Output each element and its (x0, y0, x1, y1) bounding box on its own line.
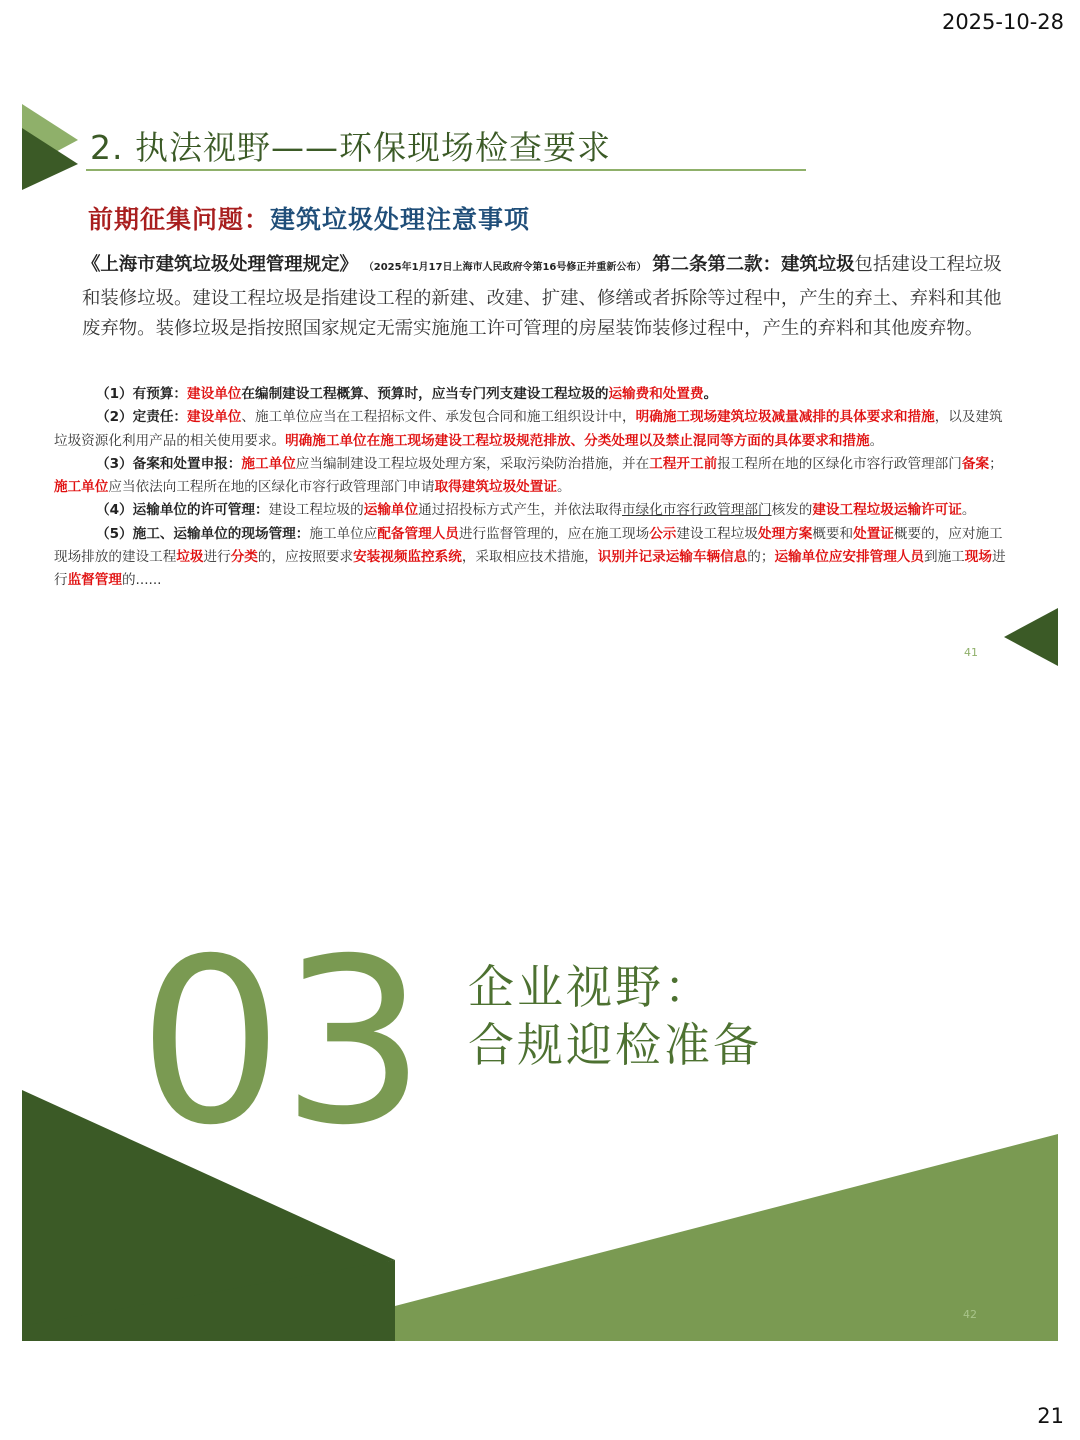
requirement-item-4: （4）运输单位的许可管理：建设工程垃圾的运输单位通过招投标方式产生，并依法取得市绿化市容行政管理部门核发的建设工程垃圾运输许可证。 (96, 502, 976, 519)
slide1-subtitle (88, 200, 530, 236)
slide1-corner-triangles-icon (20, 100, 80, 192)
document-page-number: 21 (1037, 1404, 1064, 1428)
slide1-number: 41 (964, 646, 978, 659)
regulation-text: 包括建设工程垃圾和装修垃圾。建设工程垃圾是指建设工程的新建、改建、扩建、修缮或者拆除等过程中，产生的弃土、弃料和其他废弃物。装修垃圾是指按照国家规定无需实施施工许可管理的房屋装饰装修过程中，产生的弃料和其他废弃物。 (82, 254, 1002, 339)
requirement-item-5: （5）施工、运输单位的现场管理：施工单位应配备管理人员进行监督管理的，应在施工现场公示建设工程垃圾处理方案概要和处置证概要的，应对施工现场排放的建设工程垃圾进行分类的，应按照要求安装视频监控系统，采取相应技术措施，识别并记录运输车辆信息的；运输单位应安排管理人员到施工现场进行监督管理的...... (54, 525, 1006, 589)
section-title-line-2: 合规迎检准备 (468, 1018, 762, 1072)
requirement-item-3: （3）备案和处置申报：施工单位应当编制建设工程垃圾处理方案，采取污染防治措施，并在工程开工前报工程所在地的区绿化市容行政管理部门备案；施工单位应当依法向工程所在地的区绿化市容行政管理部门申请取得建筑垃圾处置证。 (54, 455, 1003, 496)
section-number: 03 (138, 909, 425, 1175)
regulation-note: （2025年1月17日上海市人民政府令第16号修正并重新公布） (363, 262, 647, 273)
section-title-line-1: 企业视野： (468, 960, 713, 1014)
subtitle-prefix: 前期征集问题： (88, 205, 271, 234)
requirement-list (54, 383, 1016, 593)
document-date: 2025-10-28 (941, 10, 1064, 34)
slide1-title-rule (86, 169, 806, 171)
requirement-item-1: （1）有预算：建设单位在编制建设工程概算、预算时，应当专门列支建设工程垃圾的运输费和处置费。 (96, 386, 718, 402)
section-title (468, 958, 762, 1074)
requirement-item-2: （2）定责任：建设单位、施工单位应当在工程招标文件、承发包合同和施工组织设计中，明确施工现场建筑垃圾减量减排的具体要求和措施，以及建筑垃圾资源化利用产品的相关使用要求。明确施工单位在施工现场建设工程垃圾规范排放、分类处理以及禁止混同等方面的具体要求和措施。 (54, 409, 1003, 449)
slide2-number: 42 (963, 1308, 977, 1321)
subtitle-topic: 建筑垃圾处理注意事项 (270, 205, 531, 234)
regulation-article: 第二条第二款： (652, 254, 781, 275)
regulation-name: 《上海市建筑垃圾处理管理规定》 (82, 254, 358, 275)
slide1-title: 2. 执法视野——环保现场检查要求 (90, 128, 611, 167)
slide1-right-triangle-icon (1004, 606, 1060, 668)
slide2-bottom-shapes-icon (0, 1080, 1080, 1350)
regulation-term: 建筑垃圾 (780, 254, 855, 275)
regulation-intro (82, 250, 1012, 345)
